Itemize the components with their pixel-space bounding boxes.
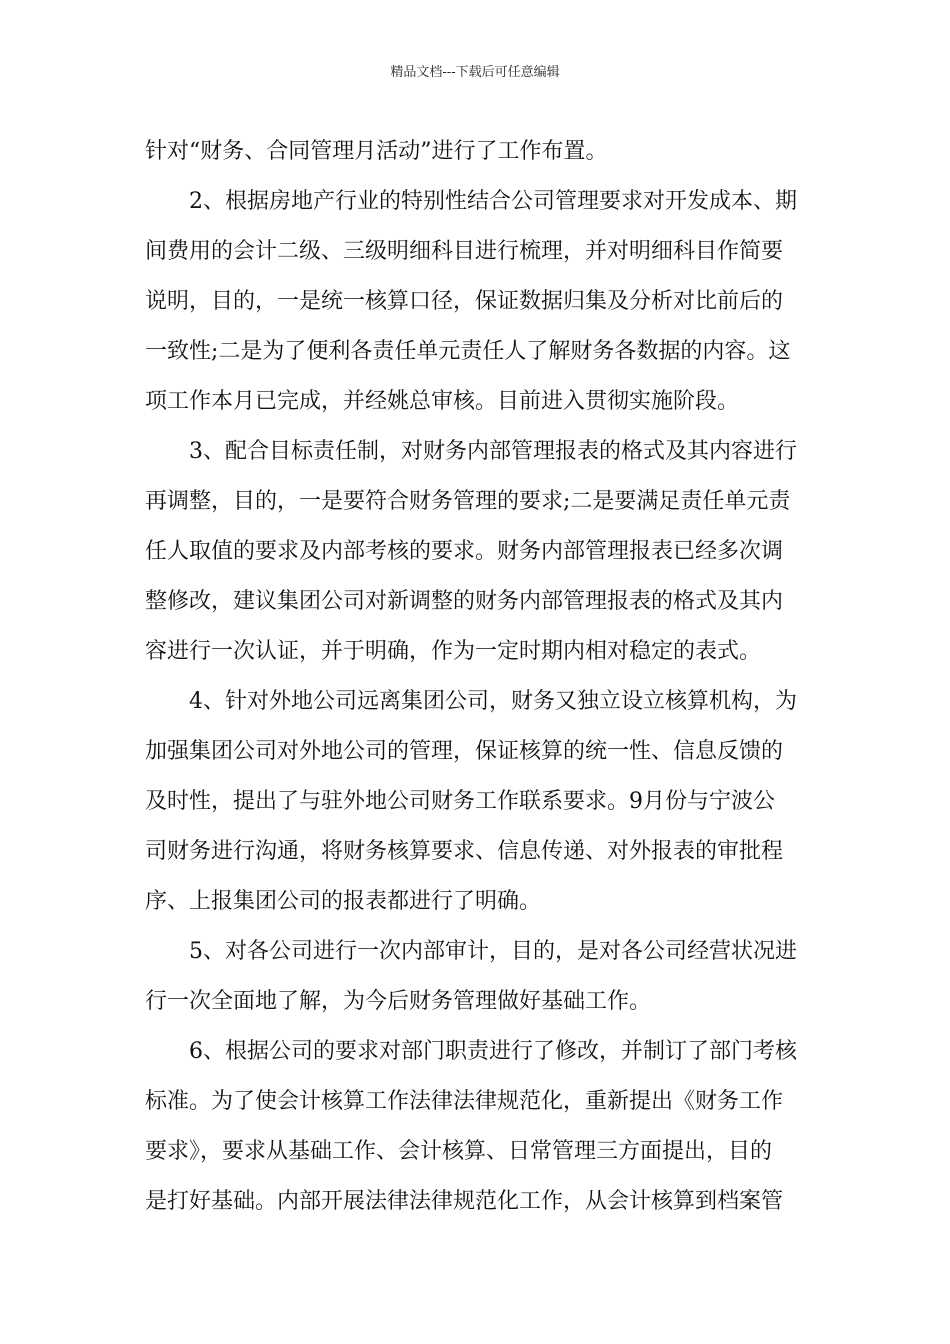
- body-line: 一致性;二是为了便利各责任单元责任人了解财务各数据的内容。这: [145, 339, 791, 364]
- body-line: 序、上报集团公司的报表都进行了明确。: [145, 889, 542, 914]
- body-line: 3、配合目标责任制，对财务内部管理报表的格式及其内容进行: [189, 439, 797, 464]
- body-line: 4、针对外地公司远离集团公司，财务又独立设立核算机构，为: [189, 689, 797, 714]
- body-line: 容进行一次认证，并于明确，作为一定时期内相对稳定的表式。: [145, 639, 762, 664]
- body-line: 2、根据房地产行业的特别性结合公司管理要求对开发成本、期: [189, 189, 797, 214]
- body-line: 间费用的会计二级、三级明细科目进行梳理，并对明细科目作简要: [145, 239, 784, 264]
- body-line: 是打好基础。内部开展法律法律规范化工作，从会计核算到档案管: [145, 1189, 784, 1214]
- body-line: 要求》，要求从基础工作、会计核算、日常管理三方面提出，目的: [145, 1139, 773, 1164]
- page-header: 精品文档---下载后可任意编辑: [390, 65, 560, 80]
- body-line: 司财务进行沟通，将财务核算要求、信息传递、对外报表的审批程: [145, 839, 784, 864]
- body-line: 行一次全面地了解，为今后财务管理做好基础工作。: [145, 989, 652, 1014]
- body-line: 5、对各公司进行一次内部审计，目的，是对各公司经营状况进: [189, 939, 797, 964]
- body-line: 针对“财务、合同管理月活动”进行了工作布置。: [145, 139, 608, 164]
- body-line: 整修改，建议集团公司对新调整的财务内部管理报表的格式及其内: [145, 589, 784, 614]
- body-line: 项工作本月已完成，并经姚总审核。目前进入贯彻实施阶段。: [145, 389, 740, 414]
- body-line: 标准。为了使会计核算工作法律法律规范化，重新提出《财务工作: [145, 1089, 784, 1114]
- body-line: 说明，目的，一是统一核算口径，保证数据归集及分析对比前后的: [145, 289, 784, 314]
- body-line: 再调整，目的，一是要符合财务管理的要求;二是要满足责任单元责: [145, 489, 791, 514]
- body-line: 任人取值的要求及内部考核的要求。财务内部管理报表已经多次调: [145, 539, 784, 564]
- body-line: 及时性，提出了与驻外地公司财务工作联系要求。9月份与宁波公: [145, 789, 775, 814]
- body-line: 6、根据公司的要求对部门职责进行了修改，并制订了部门考核: [189, 1039, 797, 1064]
- body-line: 加强集团公司对外地公司的管理，保证核算的统一性、信息反馈的: [145, 739, 784, 764]
